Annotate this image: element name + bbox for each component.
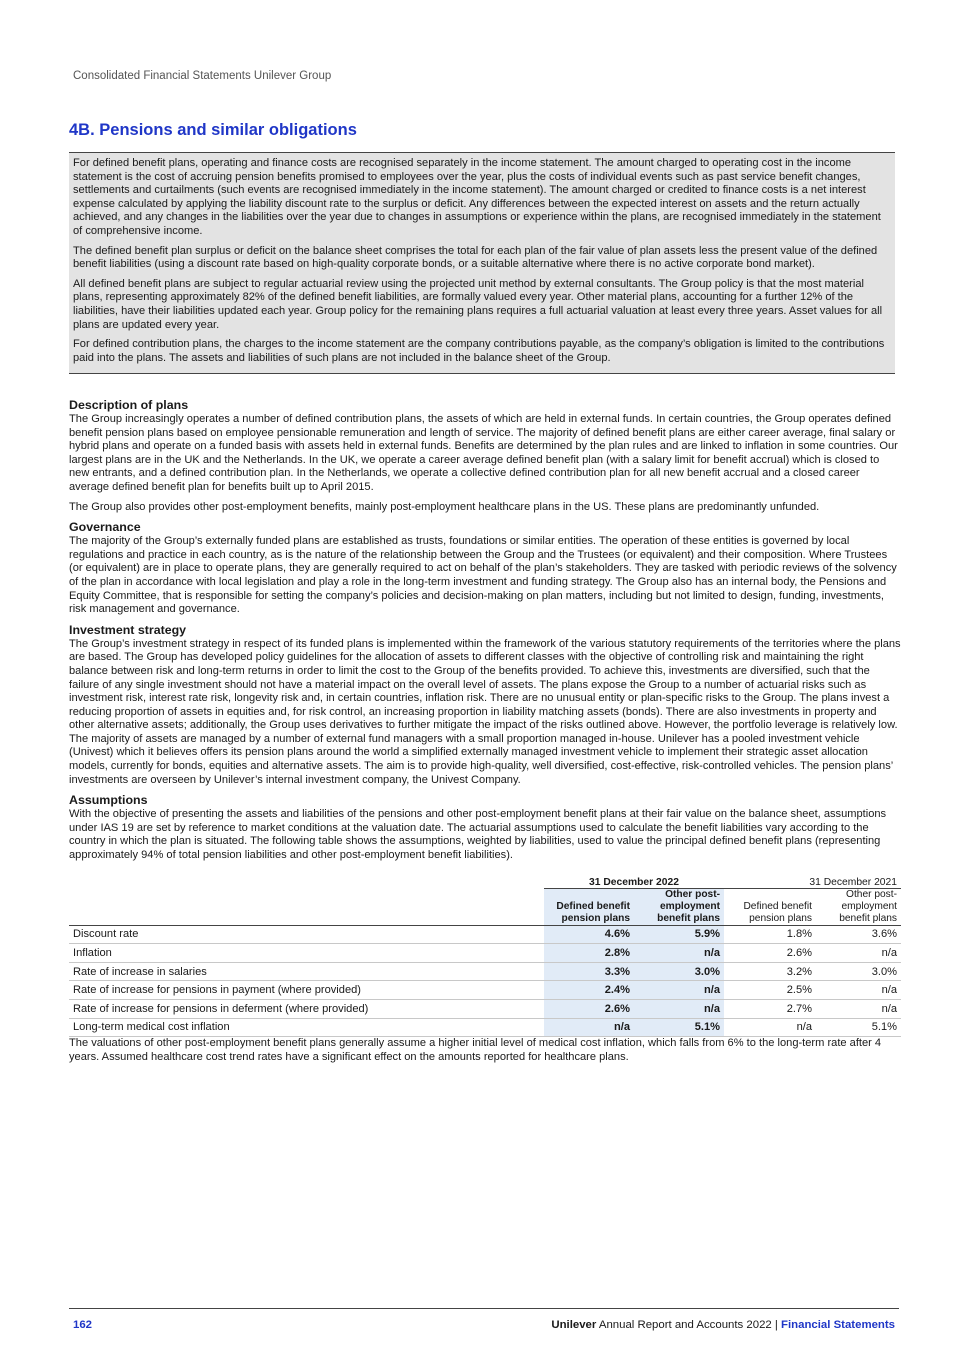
row-label: Long-term medical cost inflation [69,1018,544,1037]
row-label: Rate of increase for pensions in payment (where provided) [69,981,544,1000]
table-row [69,944,901,963]
table-period-header [69,873,901,889]
value-other-2021: n/a [816,981,901,1000]
value-other-2021: n/a [816,1000,901,1019]
description-heading: Description of plans [69,398,189,412]
value-other-2021: 3.0% [816,962,901,981]
governance-heading: Governance [69,520,141,535]
value-other-2021: n/a [816,944,901,963]
footer-rule [69,1308,899,1309]
value-other-2022: n/a [634,1000,724,1019]
table-row [69,981,901,1000]
accounting-policy-box [69,152,895,374]
value-other-2021: 3.6% [816,925,901,944]
value-other-2022: n/a [634,944,724,963]
value-db-2021: 3.2% [724,962,816,981]
value-db-2021: 2.7% [724,1000,816,1019]
row-label: Discount rate [69,925,544,944]
body-content [69,398,901,1070]
value-other-2022: 3.0% [634,962,724,981]
running-head: Consolidated Financial Statements Unilever Group [73,70,332,82]
table-row [69,962,901,981]
description-paragraph: The Group increasingly operates a number of defined contribution plans, the assets of which are held in external funds. In certain countries, the Group operates defined benefit pension plans based on employee pensionable remuneration and length of service. The majority of defined benefit plans are either career average, final salary or hybrid plans and operate on a funded basis with assets held in external funds. Benefits are determined by the plan rules and are linked to inflation in some countries. Our largest plans are in the UK and the Netherlands. In the UK, we operate a career average defined benefit plan (with a salary limit for benefit accrual) which is closed to new entrants, and a defined contribution plan. In the Netherlands, we operate a collective defined contribution plan for all new benefit accrual and a closed career average defined benefit plan for benefits built up to April 2015. [69,413,898,493]
medical-inflation-note: The valuations of other post-employment benefit plans generally assume a higher initial level of medical cost inflation, which falls from 6% to the long-term rate after 4 years. Assumed healthcare cost trend rates have a significant effect on the amounts reported for healthcare plans. [69,1037,882,1063]
footer-brand: Unilever [551,1319,597,1331]
value-other-2022: 5.1% [634,1018,724,1037]
investment-heading: Investment strategy [69,622,187,637]
investment-paragraph: The Group’s investment strategy in respect of its funded plans is implemented within the framework of the various statutory requirements of the territories where the plans are based. The Group has developed policy guidelines for the allocation of assets to different classes with the objective of controlling risk and maintaining the right balance between risk and long-term returns in order to limit the cost to the Group of the benefits provided. To achieve this, investments are diversified, such that the failure of any single investment should not have a material impact on the overall level of assets. The plans expose the Group to a number of actuarial risks such as investment risk, interest rate risk, longevity risk and, in certain countries, inflation risk. There are no unusual entity or plan-specific risks to the Group. The plans invest a reducing proportion of assets in equities and, for risk control, an increasing proportion in liability matching assets (bonds). There are also investments in property and other alternative assets; additionally, the Group uses derivatives to further mitigate the impact of the risks outlined above. However, the portfolio leverage is relatively low. The majority of assets are managed by a number of external fund managers with a small proportion managed in-house. Unilever has a pooled investment vehicle (Univest) which it believes offers its pension plans around the world a simplified externally managed investment vehicle to implement their strategic asset allocation models, currently for bonds, equities and alternative assets. The aim is to provide high-quality, well diversified, cost-effective, risk-controlled vehicles. The pension plans’ investments are overseen by Unilever’s internal investment company, the Univest Company. [69,637,901,786]
row-label: Rate of increase in salaries [69,962,544,981]
footer-report: Annual Report and Accounts 2022 | [596,1319,782,1331]
section-title: 4B. Pensions and similar obligations [69,121,357,139]
value-db-2022: 2.6% [544,1000,634,1019]
table-row [69,1000,901,1019]
period-2021: 31 December 2021 [724,873,901,889]
value-db-2022: 3.3% [544,962,634,981]
value-db-2021: 2.5% [724,981,816,1000]
value-other-2022: 5.9% [634,925,724,944]
policy-paragraph: For defined benefit plans, operating and finance costs are recognised separately in the income statement. The amount charged to operating cost in the income statement is the cost of accruing pension benefits promised to employees over the year, plus the costs of individual events such as past service benefit changes, settlements and curtailments (such events are recognised immediately in the income statement). The amount charged or credited to finance costs is a net interest expense calculated by applying the liability discount rate to the surplus or deficit. Any differences between the expected interest on assets and the return actually achieved, and any changes in the liabilities over the year due to changes in assumptions or experience within the plans, are recognised immediately in the statement of comprehensive income. [73,157,881,237]
col-other-2021: Other post-employment benefit plans [816,888,901,925]
policy-paragraph: All defined benefit plans are subject to regular actuarial review using the projected unit method by external consultants. The Group policy is that the most material plans, representing approximately 82% of the defined benefit liabilities, are formally valued every year. Other material plans, accounting for a further 12% of the liabilities, have their liabilities updated each year. Group policy for the remaining plans requires a full actuarial valuation at least every three years. Asset values for all plans are updated every year. [73,277,883,331]
value-other-2022: n/a [634,981,724,1000]
row-label: Inflation [69,944,544,963]
value-db-2022: 4.6% [544,925,634,944]
col-other-2022: Other post-employment benefit plans [634,888,724,925]
policy-paragraph: The defined benefit plan surplus or deficit on the balance sheet comprises the total for each plan of the fair value of plan assets less the present value of the defined benefit liabilities (using a discount rate based on high-quality corporate bonds, or a suitable alternative where there is no active corporate bond market). [73,244,878,271]
description-paragraph: The Group also provides other post-employment benefits, mainly post-employment healthcare plans in the US. These plans are predominantly unfunded. [69,500,820,513]
assumptions-heading: Assumptions [69,793,148,808]
value-db-2021: 2.6% [724,944,816,963]
footer-section-link[interactable]: Financial Statements [781,1319,895,1331]
row-label: Rate of increase for pensions in deferment (where provided) [69,1000,544,1019]
table-column-header [69,888,901,925]
policy-paragraph: For defined contribution plans, the charges to the income statement are the company contributions payable, as the company’s obligation is limited to the contributions paid into the plans. The assets and liabilities of such plans are not included in the balance sheet of the Group. [73,338,885,364]
value-db-2021: n/a [724,1018,816,1037]
governance-paragraph: The majority of the Group’s externally funded plans are established as trusts, foundations or similar entities. The operation of these entities is governed by local regulations and practice in each country, as is the nature of the relationship between the Group and the Trustees (or equivalent) and their composition. Where Trustees (or equivalent) are in place to operate plans, they are generally required to act on behalf of the plan’s stakeholders. They are tasked with periodic reviews of the solvency of the plan in accordance with local legislation and play a role in the long-term investment and funding strategy. The Group also has an internal body, the Pensions and Equity Committee, that is responsible for setting the company’s policies and decision-making on plan matters, including but not limited to design, funding, investments, risk management and governance. [69,535,897,616]
value-db-2021: 1.8% [724,925,816,944]
value-other-2021: 5.1% [816,1018,901,1037]
value-db-2022: 2.8% [544,944,634,963]
table-row [69,1018,901,1037]
col-db-2021: Defined benefit pension plans [724,888,816,925]
value-db-2022: 2.4% [544,981,634,1000]
footer-title [551,1319,895,1331]
page-number: 162 [73,1319,93,1331]
assumptions-table [69,873,901,1038]
col-db-2022: Defined benefit pension plans [544,888,634,925]
assumptions-paragraph: With the objective of presenting the assets and liabilities of the pensions and other post-employment benefit plans at their fair value on the balance sheet, assumptions under IAS 19 are set by reference to market conditions at the valuation date. The actuarial assumptions used to calculate the benefit liabilities vary according to the country in which the plan is situated. The following table shows the assumptions, weighted by liabilities, used to value the principal defined benefit plans (representing approximately 94% of total pension liabilities and other post-employment benefit liabilities). [69,808,887,862]
value-db-2022: n/a [544,1018,634,1037]
period-2022: 31 December 2022 [544,873,724,889]
table-row [69,925,901,944]
